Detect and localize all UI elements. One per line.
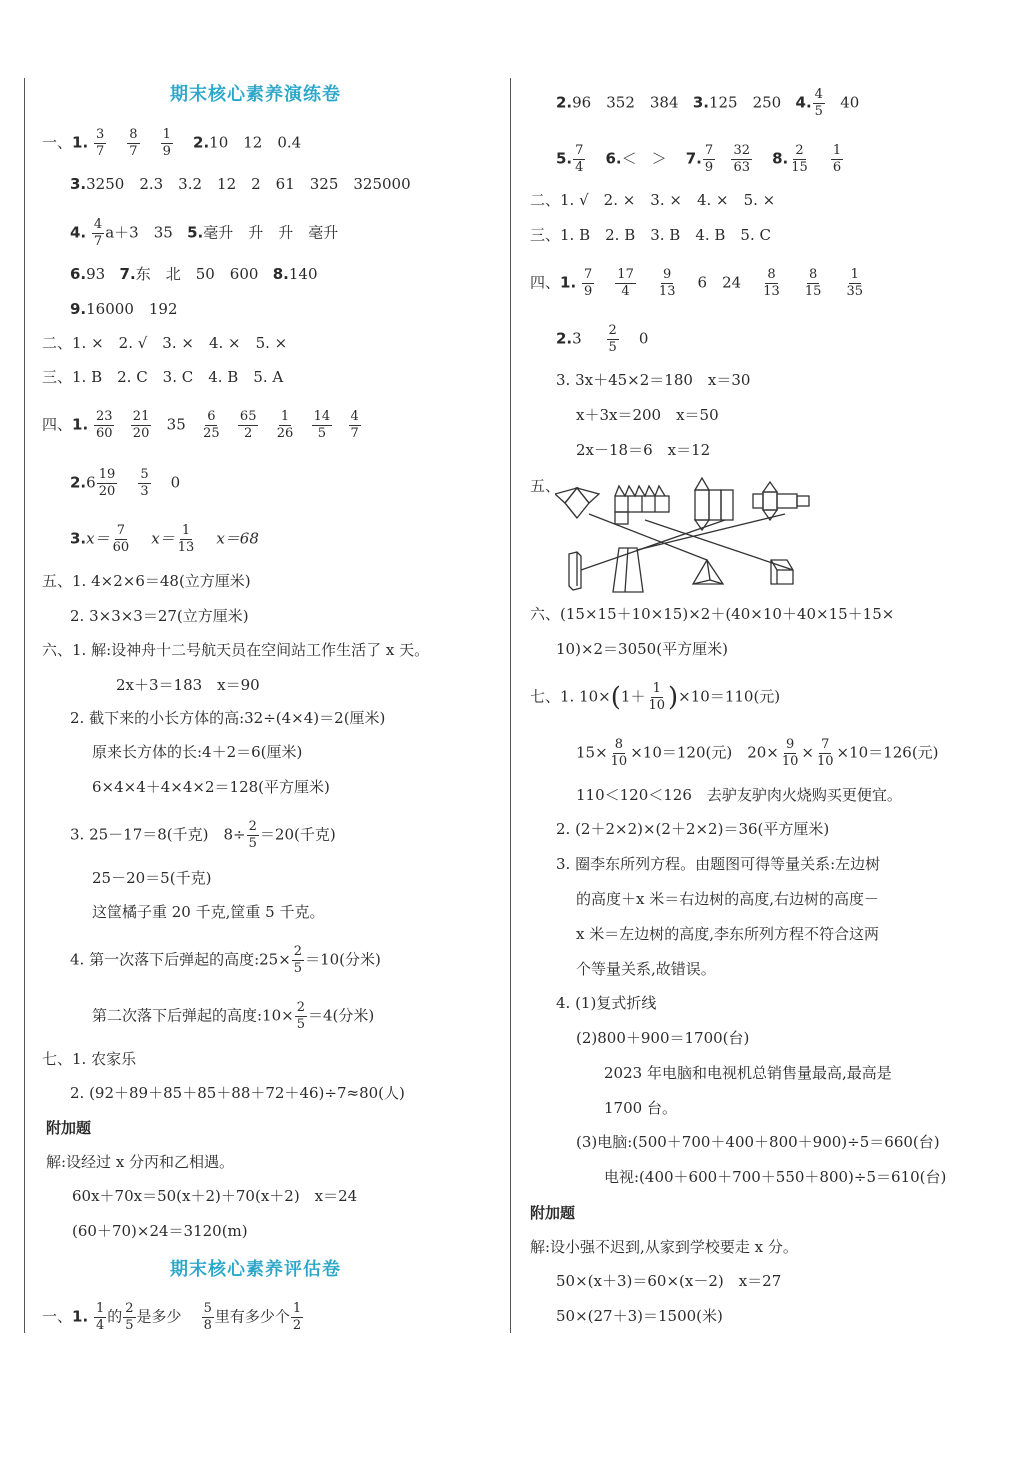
r-s7-q3d: 个等量关系,故错误。 [576,960,716,978]
r-s7-q3a: 3. 圈李东所列方程。由题图可得等量关系:左边树 [556,855,881,873]
r-s7-q4b: (2)800＋900＝1700(台) [576,1029,750,1047]
l-s7-q2: 2. (92＋89＋85＋85＋88＋72＋46)÷7≈80(人) [70,1084,405,1102]
l-extra-l1: 解:设经过 x 分丙和乙相遇。 [46,1153,235,1171]
l-s6-q4b: 第二次落下后弹起的高度:10× $\frac{2}{5}$ ＝4(分米) [92,1000,375,1032]
l-s6-q3c: 这筐橘子重 20 千克,筐重 5 千克。 [92,903,325,921]
r-extra-l1: 解:设小强不迟到,从家到学校要走 x 分。 [530,1238,798,1256]
r-s4-q2: 2.3 $\frac{2}{5}$ 0 [556,323,649,355]
fraction: $\frac{1}{9}$ [162,127,171,159]
r-s3: 三、1. B 2. B 3. B 4. B 5. C [530,226,771,244]
r-s7-q4f: 电视:(400＋600＋700＋550＋800)÷5＝610(台) [604,1168,947,1186]
l-s6-q2c: 6×4×4＋4×4×2＝128(平方厘米) [92,778,330,796]
r-s7-q4c: 2023 年电脑和电视机总销售量最高,最高是 [604,1064,892,1082]
r-s2: 二、1. √ 2. × 3. × 4. × 5. × [530,191,776,209]
l-s6-q1b: 2x＋3＝183 x＝90 [116,676,260,694]
r-s6-l2: 10)×2＝3050(平方厘米) [556,640,728,658]
fraction: $\frac{8}{7}$ [129,127,138,159]
l-extra-l2: 60x＋70x＝50(x＋2)＋70(x＋2) x＝24 [72,1187,358,1205]
l-s1-q3: 3.3250 2.3 3.2 12 2 61 325 325000 [70,175,411,193]
r-s7-q3c: x 米＝左边树的高度,李东所列方程不符合这两 [576,925,879,943]
solid-pyramid [693,560,723,584]
r-s7-q4d: 1700 台。 [604,1099,677,1117]
solid-prism-tall [569,552,581,590]
r-s7-q4a: 4. (1)复式折线 [556,994,657,1012]
r-s7-q4e: (3)电脑:(500＋700＋400＋800＋900)÷5＝660(台) [576,1133,940,1151]
r-extra-title: 附加题 [530,1204,576,1222]
l-s1-q6: 6.93 7.东 北 50 600 8.140 [70,265,318,283]
r-s7-q3b: 的高度＋x 米＝右边树的高度,右边树的高度－ [576,890,879,908]
net-3 [695,478,733,530]
r-extra-l2: 50×(x＋3)＝60×(x－2) x＝27 [556,1272,782,1290]
l-extra-title: 附加题 [46,1119,92,1137]
l-s6-q4a: 4. 第一次落下后弹起的高度:25× $\frac{2}{5}$ ＝10(分米) [70,944,381,976]
r-extra-l3: 50×(27＋3)＝1500(米) [556,1307,723,1325]
fraction: $\frac{3}{7}$ [95,127,105,159]
l-s6-q3a: 3. 25－17＝8(千克) 8÷ $\frac{2}{5}$ ＝20(千克) [70,819,336,851]
l-s1-q4: 4. $\frac{4}{7}$ a＋3 35 5.毫升 升 升 毫升 [70,217,339,249]
l-e1-q1: 一、1. $\frac{1}{4}$ 的 $\frac{2}{5}$ 是多少 $\frac{5}{8}$ 里有多少个 $\frac{1}{2}$ [42,1301,302,1333]
l-s2: 二、1. × 2. √ 3. × 4. × 5. × [42,334,288,352]
r-s4-q1: 四、1. $\frac{7}{9}$ $\frac{17}{4}$ $\frac{9}{13}$ 6 24 $\frac{8}{13}$ $\frac{8}{15}$ $\frac{1}{35}$ [530,267,864,299]
net-1 [555,488,599,518]
l-s4-q3: 3.x＝ $\frac{7}{60}$ x＝ $\frac{1}{13}$ x＝68 [70,523,259,555]
r-s6-l1: 六、(15×15＋10×15)×2＋(40×10＋40×15＋15× [530,605,895,623]
l-s6-q2b: 原来长方体的长:4＋2＝6(厘米) [92,743,303,761]
l-s1-q9: 9.16000 192 [70,300,178,318]
column-divider [510,78,511,1333]
l-s1-q1: 一、1. $\frac{3}{7}$ $\frac{8}{7}$ $\frac{1}{9}$ 2.10 12 0.4 [42,127,302,159]
left-margin-rule [24,78,25,1333]
section-title-practice: 期末核心素养演练卷 [170,84,341,105]
solid-frustum [613,548,643,592]
l-s6-q1a: 六、1. 解:设神舟十二号航天员在空间站工作生活了 x 天。 [42,641,430,659]
r-s4-q3b: x＋3x＝200 x＝50 [576,406,719,424]
r-row2: 5. $\frac{7}{4}$ 6.＜ ＞ 7. $\frac{7}{9}$ $\frac{32}{63}$ 8. $\frac{2}{15}$ $\frac{1}{6}$ [556,143,842,175]
net-2 [615,486,669,524]
r-s5-label: 五、 [530,477,561,495]
l-s4-q1: 四、1. $\frac{23}{60}$ $\frac{21}{20}$ 35 $\frac{6}{25}$ $\frac{65}{2}$ $\frac{1}{26}$ $\frac{14}{5}$ $\frac{4}{7}$ [42,409,359,441]
l-s5-q1: 五、1. 4×2×6＝48(立方厘米) [42,572,251,590]
r-s4-q3a: 3. 3x＋45×2＝180 x＝30 [556,371,751,389]
fraction: $\frac{4}{7}$ [93,217,103,249]
l-extra-l3: (60＋70)×24＝3120(m) [72,1222,248,1240]
r-s4-q3c: 2x－18＝6 x＝12 [576,441,711,459]
l-s3: 三、1. B 2. C 3. C 4. B 5. A [42,368,284,386]
l-s7-q1: 七、1. 农家乐 [42,1050,137,1068]
l-s4-q2: 2.6 $\frac{19}{20}$ $\frac{5}{3}$ 0 [70,467,181,499]
r-row1: 2.96 352 384 3.125 250 4. $\frac{4}{5}$ 40 [556,87,860,119]
net-4 [753,482,809,520]
net-matching-diagram [555,474,815,594]
l-s6-q3b: 25－20＝5(千克) [92,869,212,887]
r-s7-q2: 2. (2＋2×2)×(2＋2×2)＝36(平方厘米) [556,820,830,838]
r-s7-q1b: 15× $\frac{8}{10}$ ×10＝120(元) 20× $\frac{9}{10}$ × $\frac{7}{10}$ ×10＝126(元) [576,737,939,769]
r-s7-q1a: 七、1. 10×(1＋ $\frac{1}{10}$ )×10＝110(元) [530,681,781,713]
section-title-assessment: 期末核心素养评估卷 [170,1259,341,1280]
r-s7-q1c: 110＜120＜126 去驴友驴肉火烧购买更便宜。 [576,786,902,804]
l-s6-q2a: 2. 截下来的小长方体的高:32÷(4×4)＝2(厘米) [70,709,386,727]
l-s5-q2: 2. 3×3×3＝27(立方厘米) [70,607,249,625]
